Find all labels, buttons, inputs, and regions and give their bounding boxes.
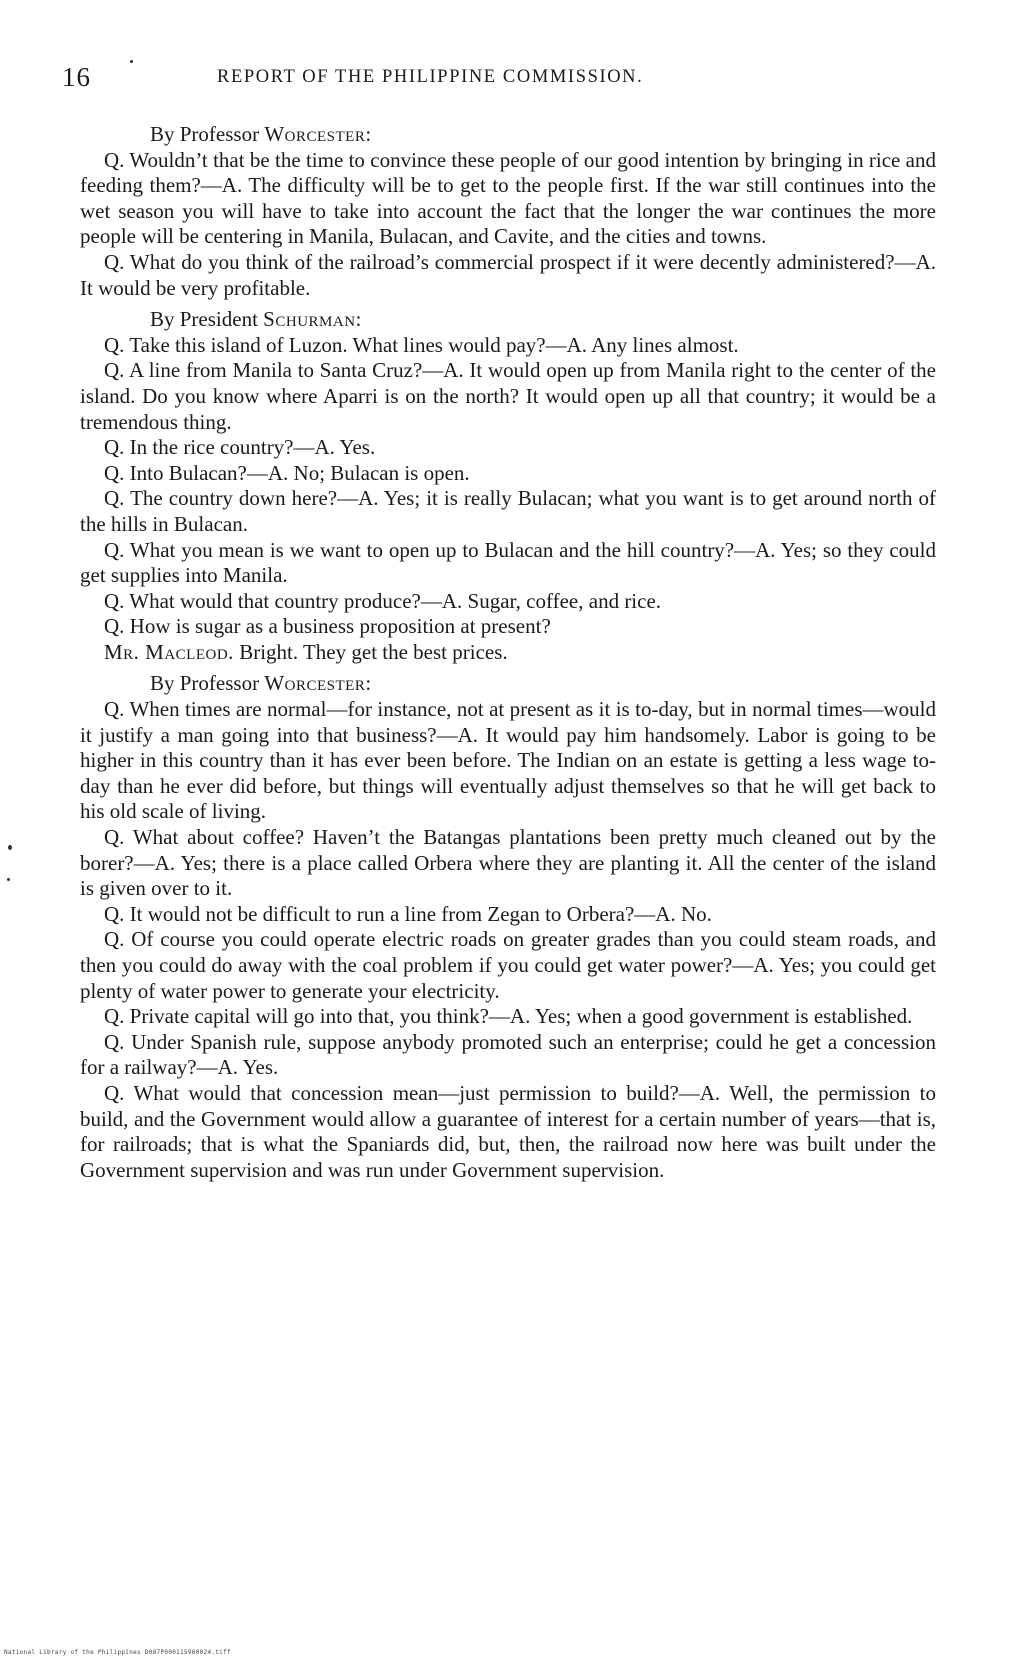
qa-paragraph: Q. Into Bulacan?—A. No; Bulacan is open. bbox=[104, 460, 470, 485]
section-heading-schurman bbox=[150, 307, 936, 333]
qa-paragraph: Q. What you mean is we want to open up to Bulacan and the hill country?—A. Yes; so they could get supplies into Manila. bbox=[80, 537, 936, 588]
qa-paragraph: Q. What do you think of the railroad’s commercial prospect if it were decently administered?—A. It would be very profitable. bbox=[80, 249, 936, 300]
running-header bbox=[62, 62, 962, 92]
qa-paragraph: Q. What would that concession mean—just permission to build?—A. Well, the permission to build, and the Government would allow a guarantee of interest for a certain number of years—that is, for railroads; that is what the Spaniards did, but, then, the railroad now here was built under the Government supervision and was run under Government supervision. bbox=[80, 1080, 936, 1182]
scan-speck bbox=[8, 845, 12, 850]
qa-paragraph: Q. In the rice country?—A. Yes. bbox=[104, 435, 376, 460]
speaker-text: Bright. They get the best prices. bbox=[239, 639, 508, 664]
heading-prefix: By President bbox=[150, 307, 258, 332]
qa-paragraph: Q. What about coffee? Haven’t the Batangas plantations been pretty much cleaned out by the borer?—A. Yes; there is a place called Orbera where they are planting it. All the center of the island is given over to it. bbox=[80, 825, 936, 901]
running-title: REPORT OF THE PHILIPPINE COMMISSION. bbox=[217, 67, 644, 87]
heading-name: Worcester: bbox=[264, 122, 372, 146]
qa-paragraph: Q. Private capital will go into that, you think?—A. Yes; when a good government is established. bbox=[104, 1004, 913, 1029]
section-heading-worcester-1 bbox=[150, 122, 936, 148]
page-number: 16 bbox=[62, 62, 91, 92]
scan-speck bbox=[7, 878, 10, 881]
qa-paragraph: Q. Of course you could operate electric roads on greater grades than you could steam roads, and then you could do away with the coal problem if you could get water power?—A. Yes; you could get plenty of water power to generate your electricity. bbox=[80, 927, 936, 1003]
heading-prefix: By Professor bbox=[150, 671, 260, 696]
page-body bbox=[80, 122, 936, 1183]
qa-paragraph: Q. Wouldn’t that be the time to convince these people of our good intention by bringing in rice and feeding them?—A. The difficulty will be to get to the people first. If the war still continues into the wet season you will have to take into account the fact that the longer the war continues the more people will be centering in Manila, Bulacan, and Cavite, and the cities and towns. bbox=[80, 147, 936, 249]
heading-name: Worcester: bbox=[264, 671, 372, 696]
scan-speck bbox=[130, 60, 133, 63]
qa-paragraph: Q. How is sugar as a business proposition at present? bbox=[104, 614, 551, 639]
section-heading-worcester-2 bbox=[150, 671, 936, 697]
speaker-name: Mr. Macleod. bbox=[104, 639, 234, 664]
qa-paragraph: Q. Under Spanish rule, suppose anybody promoted such an enterprise; could he get a concession for a railway?—A. Yes. bbox=[80, 1029, 936, 1080]
qa-paragraph: Q. A line from Manila to Santa Cruz?—A. It would open up from Manila right to the center of the island. Do you know where Aparri is on the north? It would open up all that country; it would be a tremendous thing. bbox=[80, 358, 936, 434]
qa-paragraph: Q. The country down here?—A. Yes; it is really Bulacan; what you want is to get around north of the hills in Bulacan. bbox=[80, 486, 936, 536]
qa-paragraph: Q. When times are normal—for instance, not at present as it is to-day, but in normal times—would it justify a man going into that business?—A. It would pay him handsomely. Labor is going to be higher in this country than it has ever been before. The Indian on an estate is getting a less wage to-day than he ever did before, but things will eventually adjust themselves so that he will get back to his old scale of living. bbox=[80, 697, 936, 824]
heading-name: Schurman: bbox=[263, 307, 362, 332]
qa-paragraph: Q. Take this island of Luzon. What lines would pay?—A. Any lines almost. bbox=[104, 332, 739, 357]
heading-prefix: By Professor bbox=[150, 122, 260, 146]
qa-paragraph: Q. It would not be difficult to run a line from Zegan to Orbera?—A. No. bbox=[104, 901, 712, 926]
speaker-line bbox=[80, 640, 936, 666]
qa-paragraph: Q. What would that country produce?—A. Sugar, coffee, and rice. bbox=[104, 588, 662, 613]
scan-footer: National Library of the Philippines D087P000115960024.tiff bbox=[4, 1649, 231, 1656]
